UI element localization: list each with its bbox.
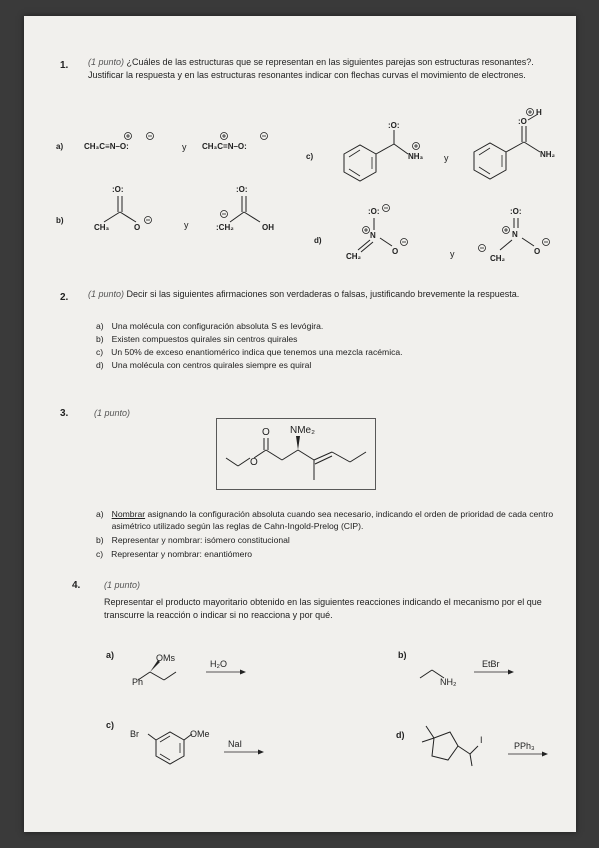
q1d-right-nitro [470,200,560,262]
svg-text:N: N [512,230,518,239]
q1c-nh3: NH₃ [408,152,424,161]
q3-item-label: c) [96,549,104,559]
q4d-arrow [508,750,548,758]
q1-points: (1 punto) [88,57,125,67]
q1c-and: y [444,153,449,163]
q4d-iodine: I [480,735,483,745]
q4-text: Representar el producto mayoritario obtenido en las siguientes reacciones indicando el mecanismo por el que transcurre la reacción o indicar si no reacciona y por qué. [104,597,542,620]
q2-item-label: c) [96,347,104,357]
q1b-ch3: CH₃ [94,223,110,232]
q3-item-label: a) [96,509,104,519]
q1d-ch2-left: CH₂ [346,252,362,261]
q1a-left-charges [84,126,164,146]
q2-item-text: Existen compuestos quirales sin centros quirales [111,334,298,344]
q4-label-b: b) [398,650,407,660]
q3-number: 3. [60,408,69,419]
q2-item-text: Una molécula con centros quirales siempre es quiral [111,360,312,370]
q2-item-text: Un 50% de exceso enantiomérico indica que tenemos una mezcla racémica. [111,347,403,357]
q2-items [96,320,556,371]
q4-label-a: a) [106,650,115,660]
q2-item-d [96,359,556,371]
q1c-plus-charge [410,140,422,152]
exam-sheet [24,16,576,832]
q3-item-text: Representar y nombrar: isómero constitucional [111,535,290,545]
q1c-h: H [536,108,542,117]
q1a-and: y [182,142,187,152]
q3-points: (1 punto) [94,408,131,418]
q2-item-b [96,333,556,345]
q3-item-text [112,508,562,532]
q4c-arrow [224,748,264,756]
q4-number: 4. [72,580,81,591]
svg-text::O: :O [518,117,527,126]
q3-item-c [96,548,562,560]
q1-label-d: d) [314,236,322,245]
svg-text::O:: :O: [388,121,400,130]
q3-item-text: Representar y nombrar: enantiómero [111,549,253,559]
q4d-reagent: PPh₃ [514,741,535,751]
q4a-reagent: H₂O [210,659,227,669]
svg-text:N: N [370,231,376,240]
q4a-oms: OMs [156,653,175,663]
q4c-br-label: Br [130,729,139,739]
q2-text: Decir si las siguientes afirmaciones son verdaderas o falsas, justificando brevemente la respuesta. [126,289,520,299]
q2-item-label: b) [96,334,104,344]
q1c-right-imidic-acid [464,100,574,190]
q2-number: 2. [60,292,69,303]
q3-carbonyl-oxygen: O [262,427,270,438]
q1b-and: y [184,220,189,230]
svg-text:O: O [392,247,399,256]
q1a-right-charges [202,126,282,146]
svg-text::O:: :O: [112,185,124,194]
svg-text:O: O [534,247,541,256]
q2-item-text: Una molécula con configuración absoluta S es levógira. [111,321,324,331]
q1b-oh: OH [262,223,274,232]
q4c-reagent: NaI [228,739,243,749]
q3-item-b [96,534,562,546]
q2-statement [88,288,558,301]
q2-item-label: d) [96,360,104,370]
q2-item-label: a) [96,321,104,331]
q4-label-d: d) [396,730,405,740]
q4c-ome: OMe [190,729,210,739]
q3-ester-oxygen: O [250,457,258,468]
q4-label-c: c) [106,720,115,730]
svg-text::O:: :O: [236,185,248,194]
q1-label-c: c) [306,152,314,161]
svg-text::O:: :O: [368,207,380,216]
q1-label-a: a) [56,142,64,151]
q3-items [96,508,562,560]
q2-item-a [96,320,556,332]
q2-points: (1 punto) [88,289,125,299]
q4a-arrow [206,668,246,676]
q4b-reagent: EtBr [482,659,500,669]
q4-points: (1 punto) [104,580,141,590]
q4d-substrate [414,716,494,786]
q3-nme2: NMe₂ [290,425,315,436]
q1a-structure-right: CH₃C=N–O: [202,142,247,151]
q1d-and: y [450,249,455,259]
q3-keyword-nombrar: Nombrar [111,509,146,519]
q4b-arrow [474,668,514,676]
q1-label-b: b) [56,216,64,225]
q1-statement [88,56,558,82]
q4b-nh2: NH₂ [440,677,457,687]
q1-text: ¿Cuáles de las estructuras que se representan en las siguientes parejas son estructuras resonantes?. Justificar la respuesta y en las estructuras resonantes indicar con flechas curvas el movimiento de electrones. [88,57,534,80]
q4a-ph: Ph [132,677,144,687]
q1d-ch2-right: CH₂ [490,254,506,263]
q2-item-c [96,346,556,358]
q1b-ch2: :CH₂ [216,223,234,232]
q3-item-a [96,508,562,532]
q1c-nh2: NH₂ [540,150,556,159]
svg-text:O: O [134,223,141,232]
q3-item-a-rest: asignando la configuración absoluta cuando sea necesario, indicando el orden de prioridad de cada centro asimétrico utilizado según las reglas de Cahn-Ingold-Prelog (CIP). [111,509,554,531]
q1a-structure-left: CH₃C≡N–O: [84,142,129,151]
svg-text::O:: :O: [510,207,522,216]
q3-item-label: b) [96,535,104,545]
q1-number: 1. [60,60,69,71]
